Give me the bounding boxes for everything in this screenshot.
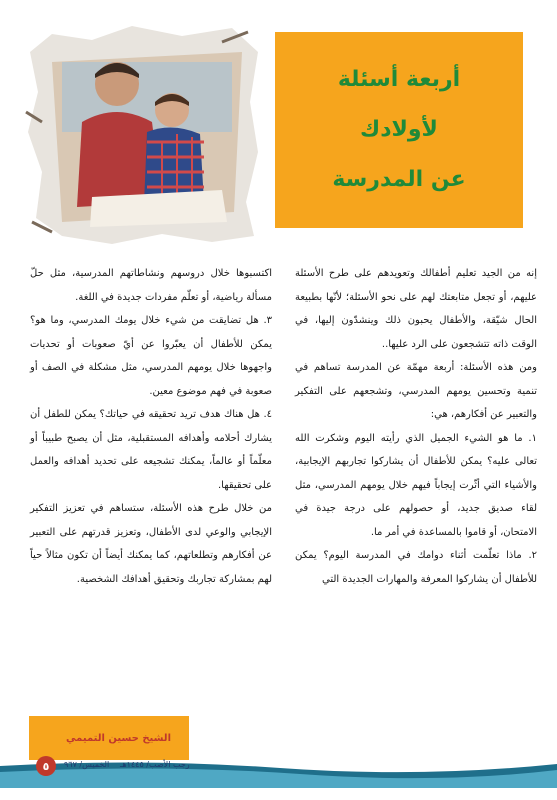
- paragraph: ٤. هل هناك هدف تريد تحقيقه في حياتك؟ يمكن للطفل أن يشارك أحلامه وأهدافه المستقبلية، مثل أن يصبح طبيباً أو معلّماً أو عالماً، يمكنك تشجيعه على تحديد أهدافه والعمل على تحقيقها.: [30, 409, 272, 491]
- title-line-1: أربعة أسئلة: [337, 67, 461, 92]
- paragraph: إنه من الجيد تعليم أطفالك وتعويدهم على طرح الأسئلة عليهم، أو تجعل متابعتك لهم على نحو الأسئلة؛ لأنّها بطبيعة الحال شيّقة، والأطفال يحبون ذلك وينشدّون إليها، في الوقت ذاته تتشجعون على الرد عليها..: [295, 268, 537, 350]
- issue-date: رجب الأصب/ ١٤٤٥هـ: [120, 760, 190, 769]
- paragraph: ٣. هل تضايقت من شيء خلال يومك المدرسي، وما هو؟ يمكن للأطفال أن يعبّروا عن أيّ صعوبات أو تحديات واجهوها خلال يومهم المدرسي، مثل مشكلة في الصف أو صعوبة في فهم موضوع معين.: [30, 315, 272, 397]
- right-column: [295, 262, 537, 591]
- title-line-2: لأولادك: [360, 117, 438, 142]
- paragraph: ١. ما هو الشيء الجميل الذي رأيته اليوم وشكرت الله تعالى عليه؟ يمكن للأطفال أن يشاركوا تجاربهم الإيجابية، والأشياء التي أثّرت إيجاباً فيهم خلال يومهم المدرسي، مثل لقاء صديق جديد، أو حصولهم على درجة جيدة في الامتحان، أو قاموا بالمساعدة في أمر ما.: [295, 432, 537, 538]
- paragraph: ٢. ماذا تعلّمت أثناء دوامك في المدرسة اليوم؟ يمكن للأطفال أن يشاركوا المعرفة والمهارات الجديدة التي: [295, 550, 537, 585]
- author-name: الشيخ حسين التميمي: [29, 716, 189, 760]
- left-column: [30, 262, 272, 591]
- father-and-son-photo: [22, 22, 262, 247]
- paragraph: ومن هذه الأسئلة: أربعة مهمّة عن المدرسة تساهم في تنمية وتحسين يومهم المدرسي، وتشجعهم على التفكير والتعبير عن أفكارهم، هي:: [295, 362, 537, 420]
- page-number-badge: ٥: [36, 756, 56, 776]
- paragraph: من خلال طرح هذه الأسئلة، ستساهم في تعزيز التفكير الإيجابي والوعي لدى الأطفال، وتعزيز قدرتهم على التعبير عن أفكارهم وتطلعاتهم، كما يمكنك أيضاً أن تكون مثالاً حياً لهم بمشاركة تجاربك وتحقيق أهدافك الشخصية.: [30, 503, 272, 585]
- paragraph: اكتسبوها خلال دروسهم ونشاطاتهم المدرسية، مثل حلّ مسألة رياضية، أو تعلّم مفردات جديدة في اللغة.: [30, 268, 272, 303]
- title-line-3: عن المدرسة: [332, 167, 466, 192]
- issue-number: الخميس/ ٩٦٧: [64, 760, 110, 769]
- article-title-box: [275, 32, 523, 228]
